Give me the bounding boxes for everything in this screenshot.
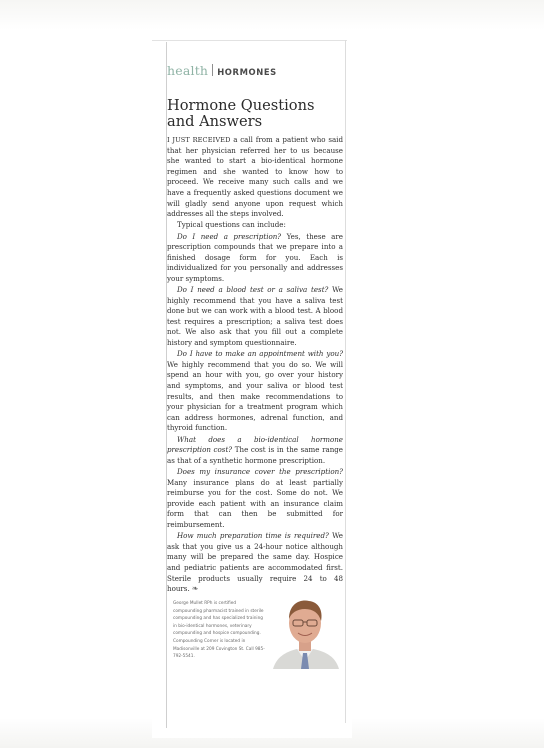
author-photo (269, 593, 341, 669)
question: What does a bio-identical hormone prescription cost? (167, 434, 343, 455)
question: Does my insurance cover the prescription? (177, 466, 343, 476)
qa-insurance (167, 467, 343, 531)
section-header (167, 60, 337, 80)
lead-in: I JUST RECEIVED (167, 136, 231, 144)
intro-text: a call from a patient who said that her physician referred her to us because she wanted to start a bio-identical hormone regimen and she wanted to know how to proceed. We receive many such calls and we have a frequently asked questions document we will gladly send anyone upon request which addresses all the steps involved. (167, 135, 343, 219)
intro-paragraph (167, 135, 343, 220)
answer: We ask that you give us a 24-hour notice although many will be prepared the same day. Hospice and pediatric patients are accommodated first. Sterile products usually require 24 to 48 hours. (167, 531, 343, 594)
right-margin-rule (345, 40, 346, 723)
end-mark-icon: ❧ (191, 584, 199, 594)
qa-blood-saliva-test (167, 285, 343, 349)
answer: Yes, these are prescription compounds that we prepare into a finished dosage form for you. Each is individualized for you personally and addresses your symptoms. (167, 231, 343, 283)
question: Do I need a prescription? (177, 231, 282, 241)
question: How much preparation time is required? (177, 531, 329, 541)
question: Do I have to make an appointment with you? (177, 349, 343, 359)
section-separator (212, 64, 213, 76)
section-name: health (167, 63, 209, 78)
qa-preparation-time (167, 531, 343, 595)
answer: The cost is in the same range as that of a synthetic hormone prescription. (167, 445, 344, 465)
answer: Many insurance plans do at least partially reimburse you for the cost. Some do not. We provide each patient with an insurance claim form that can then be submitted for reimbursement. (167, 477, 343, 529)
question: Do I need a blood test or a saliva test? (177, 285, 329, 295)
qa-prescription (167, 232, 343, 285)
qa-cost (167, 435, 343, 467)
qa-appointment (167, 349, 343, 434)
article-title: Hormone Questions and Answers (167, 97, 315, 130)
answer: We highly recommend that you do so. We will spend an hour with you, go over your history and symptoms, and your saliva or blood test results, and then make recommendations to your physician for a treatment program which can address hormones, adrenal function, and thyroid function. (167, 359, 343, 433)
author-bio (173, 600, 265, 661)
answer: We highly recommend that you have a saliva test done but we can work with a blood test. A blood test requires a prescription; a saliva test does not. We also ask that you fill out a complete history and symptom questionnaire. (167, 285, 343, 348)
author-bio-text: George Mullet RPh is certified compounding pharmacist trained in sterile compounding and has specialized training in bio-identical hormones, veterinary compounding and hospice compounding. Compounding Corner is located in Madisonville at 209 Covington St. Call 985-792-5541. (173, 601, 265, 660)
typical-questions-line: Typical questions can include: (177, 220, 286, 230)
article-body (167, 135, 343, 595)
subsection-name: HORMONES (217, 67, 277, 77)
top-rule (152, 40, 347, 41)
